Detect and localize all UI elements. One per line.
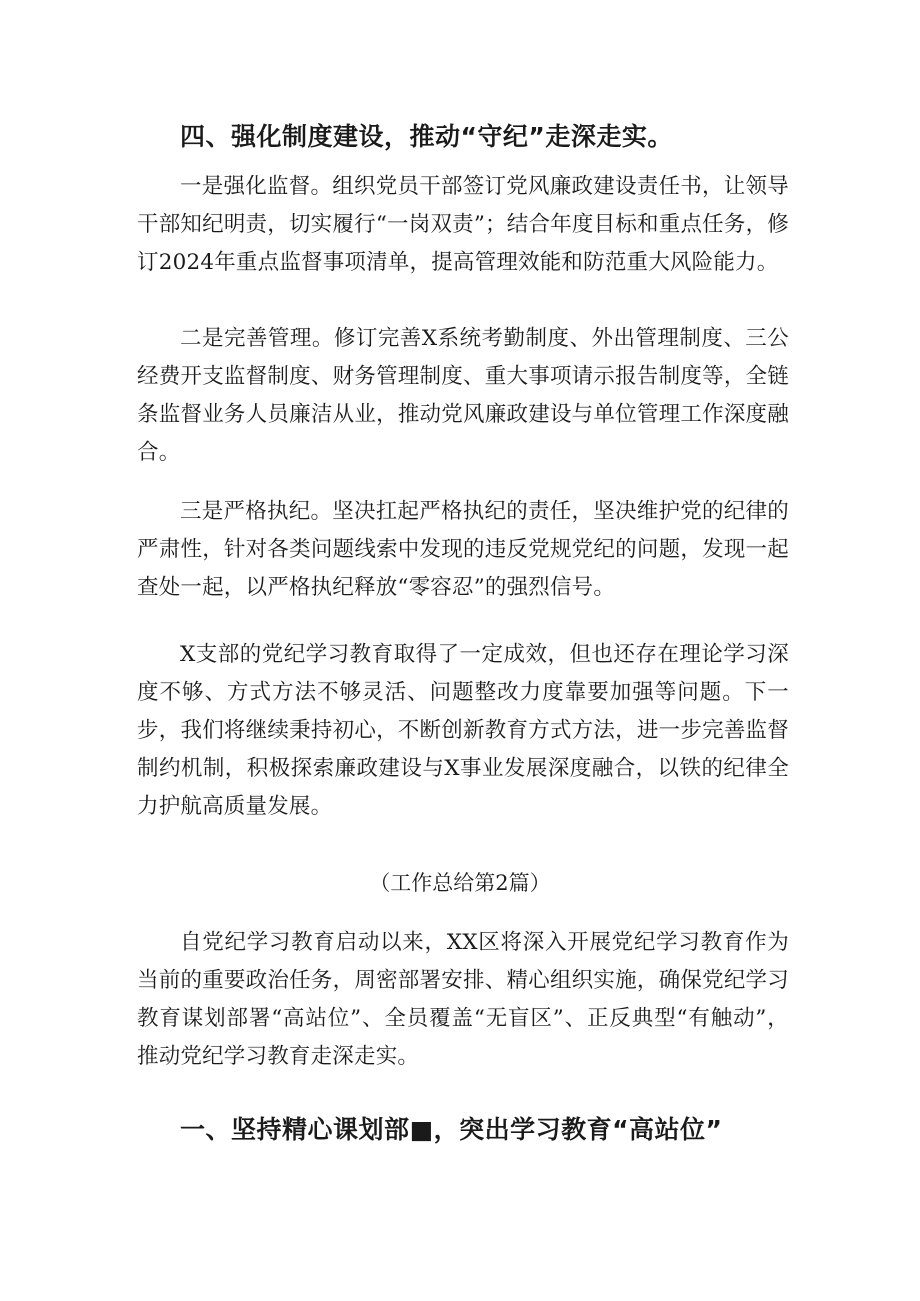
paragraph-summary: X支部的党纪学习教育取得了一定成效，但也还存在理论学习深度不够、方式方法不够灵活、问题整改力度靠要加强等问题。下一步，我们将继续秉持初心，不断创新教育方式方法，进一步完善监督制约机制，积极探索廉政建设与X事业发展深度融合，以铁的纪律全力护航高质量发展。 [137,642,789,819]
paragraph-strict-discipline: 三是严格执纪。坚决扛起严格执纪的责任，坚决维护党的纪律的严肃性，针对各类问题线索中发现的违反党规党纪的问题，发现一起查处一起，以严格执纪释放“零容忍”的强烈信号。 [137,499,789,600]
paragraph-strengthen-supervision: 一是强化监督。组织党员干部签订党风廉政建设责任书，让领导干部知纪明责，切实履行“一岗双责”；结合年度目标和重点任务，修订2024年重点监督事项清单，提高管理效能和防范重大风险能力。 [137,174,789,275]
section-heading-four: 四、强化制度建设，推动“守纪”走深走实。 [180,122,673,151]
article-subtitle: （工作总给第2篇） [369,871,551,895]
paragraph-improve-management: 二是完善管理。修订完善X系统考勤制度、外出管理制度、三公经费开支监督制度、财务管理制度、重大事项请示报告制度等，全链条监督业务人员廉洁从业，推动党风廉政建设与单位管理工作深度融合。 [137,326,789,465]
section-heading-one: 一、坚持精心课划部■，突出学习教育“高站位” [180,1115,723,1144]
paragraph-intro: 自党纪学习教育启动以来，XX区将深入开展党纪学习教育作为当前的重要政治任务，周密部署安排、精心组织实施，确保党纪学习教育谋划部署“高站位”、全员覆盖“无盲区”、正反典型“有触动”，推动党纪学习教育走深走实。 [137,930,789,1069]
